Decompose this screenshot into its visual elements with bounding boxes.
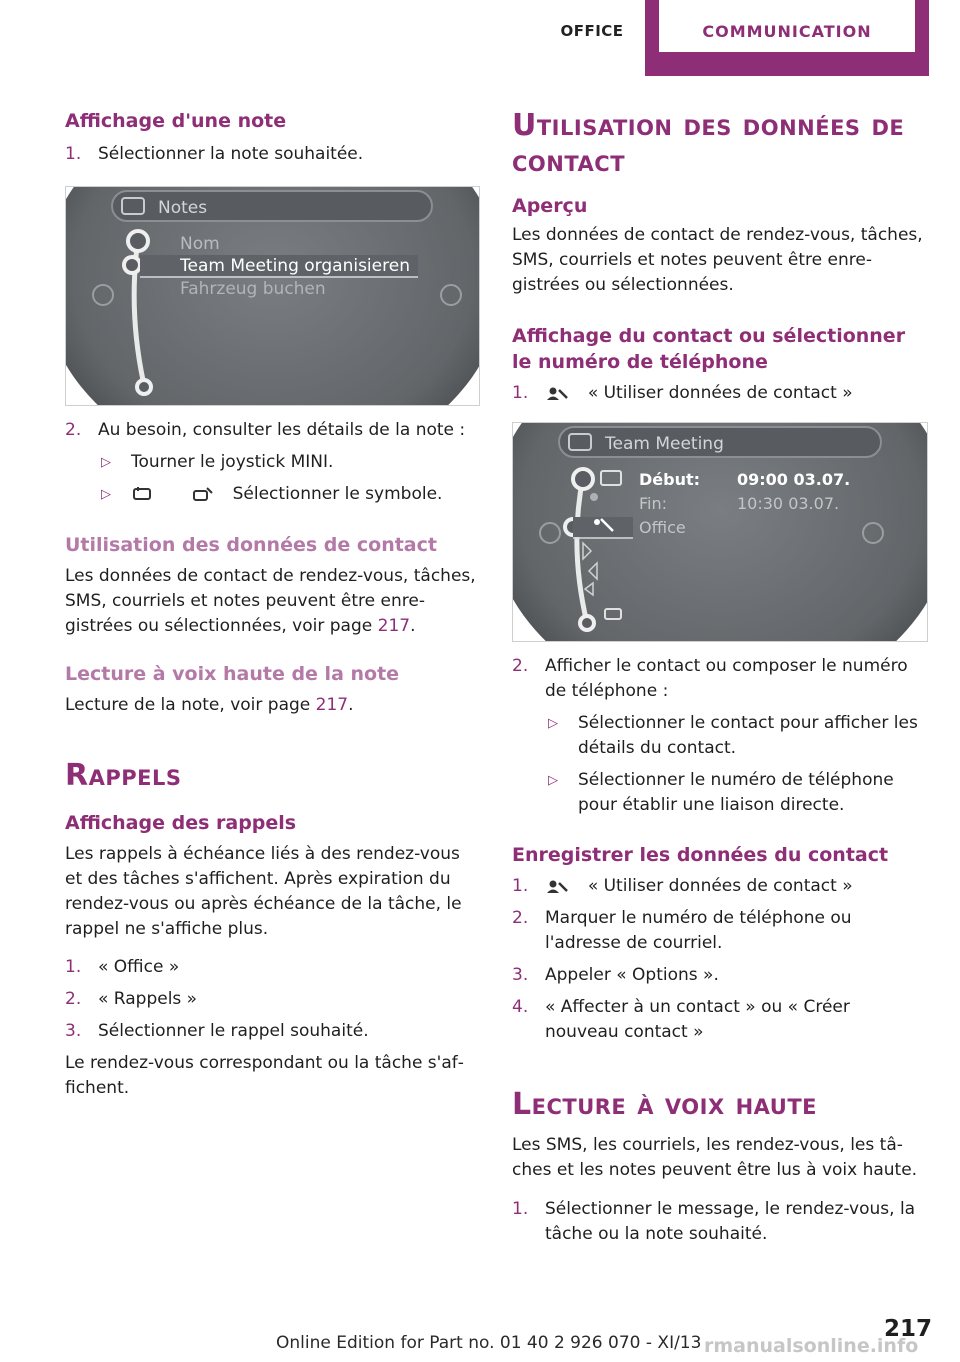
bullet-item: [65, 482, 480, 507]
step-text: Sélectionner le message, le rendez-vous, la tâche ou la note souhaité.: [545, 1199, 916, 1244]
heading-affichage-contact: Affichage du contact ou sélectionner le numéro de téléphone: [512, 325, 906, 373]
meeting-row-fin-label: Fin:: [639, 494, 668, 513]
contact-data-icon: [545, 384, 569, 402]
heading-utilisation-donnees-contact: Utilisation des données de contact: [512, 108, 905, 179]
heading-affichage-rappels: Affichage des rappels: [65, 812, 297, 834]
bullet-item: [65, 450, 480, 475]
paragraph: Les données de contact de rendez-vous, tâches, SMS, courriels et notes peuvent être enregistrées ou sélectionnées, voir page 217.: [65, 566, 476, 636]
heading-enregistrer-contact: Enregistrer les données du contact: [512, 844, 889, 866]
bullet-icon: ▷: [101, 455, 111, 470]
meeting-row-debut-label: Début:: [639, 470, 701, 489]
heading-utilisation-contact: Utilisation des données de contact: [65, 534, 437, 556]
note-symbol-icon: [131, 486, 153, 502]
bullet-item: [512, 768, 928, 818]
right-column: [512, 108, 928, 1247]
note-detail-symbol-icon: [192, 486, 214, 502]
paragraph: Les SMS, les courriels, les rendez-vous, les tâches et les notes peuvent être lus à voix haute.: [512, 1135, 918, 1180]
bullet-text: Sélectionner le contact pour afficher les détails du contact.: [578, 713, 918, 758]
heading-affichage-note: Affichage d'une note: [65, 110, 287, 132]
step-number: 1.: [512, 383, 529, 403]
step-item: [65, 142, 480, 167]
page-link[interactable]: 217: [315, 695, 349, 715]
bullet-text: Tourner le joystick MINI.: [131, 452, 334, 472]
bullet-text: Sélectionner le numéro de téléphone pour établir une liaison directe.: [578, 770, 894, 815]
step-item: [65, 418, 480, 443]
meeting-screen-title: Team Meeting: [605, 434, 724, 454]
step-item: [512, 654, 928, 704]
bullet-icon: ▷: [101, 487, 111, 502]
paragraph: Lecture de la note, voir page 217.: [65, 695, 354, 715]
step-number: 1.: [512, 1199, 529, 1219]
step-item: [512, 381, 928, 406]
meeting-row-debut-value: 09:00 03.07.: [737, 470, 851, 489]
step-item: 3. Appeler « Options ».: [512, 965, 719, 985]
step-item: 4. « Affecter à un contact » ou « Créer nouveau contact »: [512, 997, 850, 1042]
left-column: [65, 108, 480, 1101]
paragraph: Les rappels à échéance liés à des rendez-vous et des tâches s'affichent. Après expiration du rendez-vous ou après échéance de la tâche, le rappel ne s'affiche plus.: [65, 844, 462, 939]
heading-apercu: Aperçu: [512, 195, 588, 217]
heading-rappels: Rappels: [65, 758, 182, 793]
team-meeting-screenshot: [512, 422, 928, 642]
step-text: Afficher le contact ou composer le numéro de téléphone :: [545, 656, 908, 701]
notes-item-team-meeting: Team Meeting organisieren: [180, 256, 410, 276]
meeting-row-office: Office: [639, 518, 686, 537]
enregistrer-steps: [512, 874, 928, 1045]
step-item: 2. « Rappels »: [65, 989, 198, 1009]
step-text: « Utiliser données de contact »: [587, 383, 853, 403]
bullet-text: Sélectionner le symbole.: [232, 484, 443, 504]
step-item: 1. « Office »: [65, 957, 180, 977]
tab-office[interactable]: OFFICE: [560, 22, 624, 40]
step-text: Au besoin, consulter les détails de la note :: [98, 420, 466, 440]
page-number: 217: [884, 1316, 933, 1342]
step-item: 1. « Utiliser données de contact »: [512, 876, 853, 896]
contact-data-icon: [545, 877, 569, 895]
step-number: 1.: [65, 144, 82, 164]
heading-lecture-voix-haute: Lecture à voix haute: [512, 1087, 817, 1122]
tab-communication-label: COMMUNICATION: [659, 0, 915, 52]
notes-item-fahrzeug: Fahrzeug buchen: [180, 279, 326, 299]
notes-screen-title: Notes: [158, 198, 208, 218]
step-text: Sélectionner la note souhaitée.: [98, 144, 364, 164]
step-item: 3. Sélectionner le rappel souhaité.: [65, 1021, 369, 1041]
page-link[interactable]: 217: [377, 616, 411, 636]
footer-edition: Online Edition for Part no. 01 40 2 926 070 - XI/13: [276, 1333, 702, 1353]
step-item: 2. Marquer le numéro de téléphone ou l'adresse de courriel.: [512, 908, 852, 953]
heading-lecture-note: Lecture à voix haute de la note: [65, 663, 400, 685]
notes-item-nom: Nom: [180, 234, 220, 254]
paragraph: Les données de contact de rendez-vous, tâches, SMS, courriels et notes peuvent être enregistrées ou sélectionnées.: [512, 225, 923, 295]
paragraph: Le rendez-vous correspondant ou la tâche s'affichent.: [65, 1053, 464, 1098]
rappels-steps: [65, 955, 480, 1044]
watermark: rmanualsonline.info: [704, 1335, 919, 1357]
bullet-item: [512, 711, 928, 761]
meeting-row-fin-value: 10:30 03.07.: [737, 494, 840, 513]
tab-communication[interactable]: [645, 0, 929, 76]
step-number: 2.: [65, 420, 82, 440]
bullet-icon: ▷: [548, 716, 558, 731]
notes-screenshot: [65, 186, 480, 406]
bullet-icon: ▷: [548, 773, 558, 788]
step-item: [512, 1197, 928, 1247]
step-number: 2.: [512, 656, 529, 676]
